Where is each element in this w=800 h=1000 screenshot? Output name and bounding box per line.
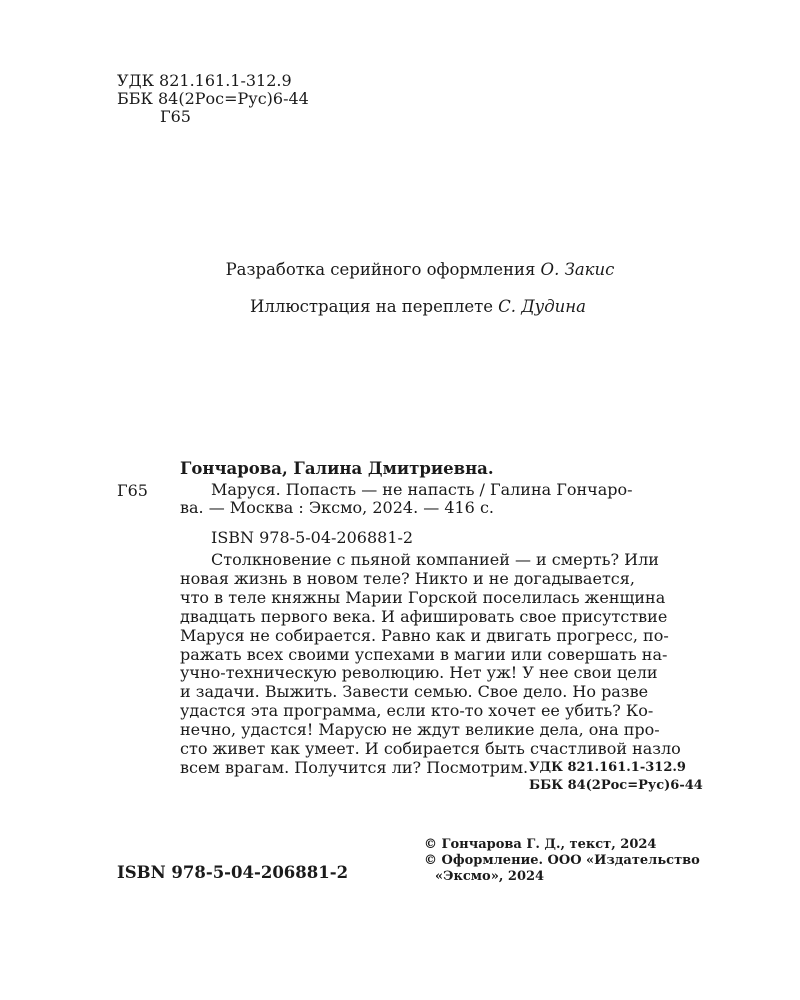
top-classification-codes [117,72,309,126]
bibliographic-description [180,481,720,517]
annotation-line: всем врагам. Получится ли? Посмотрим. [180,757,529,777]
illustration-credit-label: Иллюстрация на переплете [249,297,494,316]
design-credit-label: Разработка серийного оформления [225,260,536,279]
copyright-text: © Гончарова Г. Д., текст, 2024 [424,837,657,852]
biblio-line: Маруся. Попасть — не напасть / Галина Гончаро- [211,480,633,499]
udk-code-bold: УДК 821.161.1-312.9 [529,760,686,775]
annotation-line: Маруся не собирается. Равно как и двигать прогресс, по- [180,625,669,645]
annotation-line: учно-техническую революцию. Нет уж! У нее свои цели [180,663,658,683]
bbk-code-bold: ББК 84(2Рос=Рус)6-44 [529,778,703,793]
copyright-design: © Оформление. ООО «Издательство [424,853,700,868]
biblio-isbn: ISBN 978-5-04-206881-2 [211,528,414,547]
bottom-classification-codes [529,759,703,795]
udk-code: УДК 821.161.1-312.9 [117,71,292,90]
annotation-line: сто живет как умеет. И собирается быть счастливой назло [180,739,681,759]
illustration-credit-name: С. Дудина [498,297,587,316]
annotation-line: нечно, удастся! Марусю не ждут великие дела, она про- [180,720,660,740]
illustration-credit [18,297,800,316]
design-credit-name: О. Закис [540,260,615,279]
biblio-line: ва. — Москва : Эксмо, 2024. — 416 с. [180,498,494,517]
bbk-code: ББК 84(2Рос=Рус)6-44 [117,89,309,108]
annotation-line: двадцать первого века. И афишировать свое присутствие [180,606,668,626]
author-mark: Г65 [160,107,191,126]
author-heading: Гончарова, Галина Дмитриевна. [180,459,494,478]
design-credit [20,260,800,279]
annotation-line: и задачи. Выжить. Завести семью. Свое дело. Но разве [180,682,649,702]
isbn-main: ISBN 978-5-04-206881-2 [117,863,349,882]
annotation-line: Столкновение с пьяной компанией — и смерть? Или [211,550,659,569]
copyright-notice [424,837,700,885]
annotation [180,551,720,778]
annotation-line: ражать всех своими успехами в магии или совершать на- [180,644,668,664]
annotation-line: что в теле княжны Марии Горской поселилась женщина [180,587,666,607]
annotation-line: новая жизнь в новом теле? Никто и не догадывается, [180,568,635,588]
annotation-line: удастся эта программа, если кто-то хочет ее убить? Ко- [180,701,654,721]
biblio-author-mark: Г65 [117,481,148,500]
copyright-publisher: «Эксмо», 2024 [435,869,545,884]
